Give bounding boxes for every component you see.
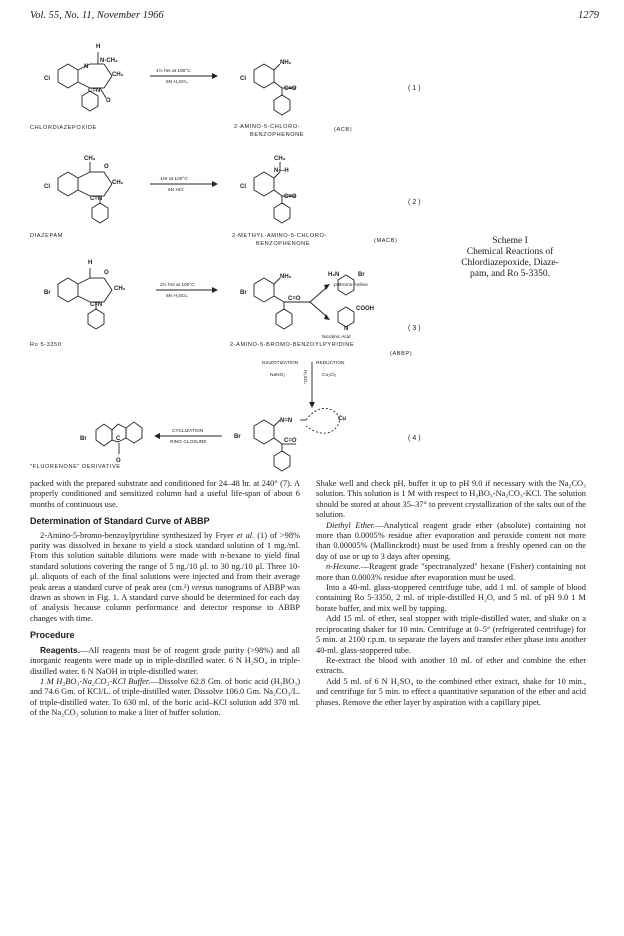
compound-name: 2-AMINO-5-BROMO-BENZOYLPYRIDINE <box>230 342 355 348</box>
atom-label: C=O <box>284 438 297 444</box>
step-label: Cu₂Cl₂ <box>322 373 337 378</box>
atom-label: CH₂ <box>112 180 124 186</box>
paragraph: Into a 40-ml. glass-stoppered centrifuge tube, add 1 ml. of sample of blood containing Ro 5-3350, 2 ml. of triple-distilled H₂O, and 5 ml. of pH 9.0 1 M borate buffer, and mix well by tapping. <box>316 583 586 613</box>
page-number: 1279 <box>578 10 599 21</box>
atom-label: C=N <box>88 88 101 94</box>
paragraph: Shake well and check pH, buffer it up to pH 9.0 if necessary with the Na₂CO₃ solution. This solution is 1 M with respect to H₃BO₃-Na₂CO₃-KCl. The solution should be stored at about 35–37° to prevent crystallization of the salts out of the solution. <box>316 479 586 520</box>
compound-name: "FLUORENONE" DERIVATIVE <box>30 464 121 470</box>
atom-label: O <box>104 270 109 276</box>
compound-abbr: (ABBP) <box>390 351 413 357</box>
step-label: RING CLOSURE <box>170 440 207 445</box>
atom-label: O <box>104 164 109 170</box>
atom-label: O <box>116 458 121 464</box>
atom-label: Br <box>44 290 51 296</box>
compound-name: BENZOPHENONE <box>256 241 311 247</box>
atom-label: H₂N <box>328 272 340 278</box>
diazepam-structure <box>58 162 112 223</box>
right-column <box>316 479 586 708</box>
atom-label: C=N <box>90 302 103 308</box>
paragraph: 1 M H₃BO₃-Na₂CO₃-KCl Buffer.—Dissolve 62.8 Gm. of boric acid (H₃BO₃) and 74.6 Gm. of KCl/L. of triple-distilled water. Dissolve 106.0 Gm. Na₂CO₃/L. of triple-distilled water. To 630 ml. of the boric acid–KCl solution add 370 ml. of the Na₂CO₃ solution to make a liter of buffer solution. <box>30 676 300 718</box>
atom-label: NH₂ <box>280 274 292 280</box>
step-label: REDUCTION <box>316 361 345 366</box>
paragraph: Add 5 ml. of 6 N H₂SO₄ to the combined ether extract, shake for 10 min., and centrifuge for 5 min. to effect a quantitative separation of the ether and acid phases. Remove the ether layer by aspiration with a capillary pipet. <box>316 676 586 707</box>
atom-label: CH₂ <box>114 286 126 292</box>
reaction-1-condition: 1½ hrs at 100°C <box>156 69 191 74</box>
paragraph: n-Hexane.—Reagent grade "spectranalyzed" hexane (Fisher) containing not more than 0.0003% residue after evaporation must be used. <box>316 562 586 582</box>
atom-label: Cu <box>338 416 346 422</box>
reaction-number: (3) <box>408 325 423 332</box>
compound-name: 2-AMINO-5-CHLORO- <box>234 124 301 130</box>
atom-label: O <box>106 98 111 104</box>
reaction-3-reagent: 6N H₂SO₄ <box>166 294 188 299</box>
atom-label: COOH <box>356 306 374 312</box>
reaction-number: (2) <box>408 199 423 206</box>
abbp-structure <box>254 278 310 329</box>
compound-name: 2-METHYL-AMINO-5-CHLORO- <box>232 233 327 239</box>
atom-label: N <box>344 326 349 332</box>
compound-abbr: (MACB) <box>374 238 398 244</box>
side-product-label: Nicotinic Acid <box>322 335 351 340</box>
reaction-number: (1) <box>408 85 423 92</box>
atom-label: Br <box>240 290 247 296</box>
reaction-2-condition: 1Hr at 100°C <box>160 177 188 182</box>
diazonium-complex-structure <box>254 408 340 471</box>
ro-5-3350-structure <box>58 268 112 329</box>
compound-name: Ro 5-3350 <box>30 342 62 348</box>
atom-label: N <box>84 64 89 70</box>
atom-label: C=O <box>288 296 301 302</box>
running-header: Vol. 55, No. 11, November 1966 <box>30 10 164 21</box>
reaction-number: (4) <box>408 435 423 442</box>
atom-label: Br <box>234 434 241 440</box>
atom-label: Cl <box>44 76 50 82</box>
left-column <box>30 479 300 719</box>
step-label: DIAZOTIZATION <box>262 361 299 366</box>
atom-label: CH₃ <box>84 156 96 162</box>
atom-label: N—H <box>274 168 289 174</box>
atom-label: Cl <box>240 184 246 190</box>
atom-label: NH₂ <box>280 60 292 66</box>
atom-label: C=O <box>284 86 297 92</box>
paragraph: 2-Amino-5-bromo-benzoylpyridine synthesized by Fryer et al. (1) of >98% purity was dissolved in hexane to yield a stock standard solution of 1 mg./ml. From this solution suitable dilutions were made with n-hexane to yield final standard solutions covering the range of 5 ng./10 μl. to 30 ng./10 μl. Three 10-μl. aliquots of each of the final solutions were injected and from their average peak areas a standard curve of peak area (cm.²) versus nanograms of ABBP was drawn as shown in Fig. 1. A standard curve should be determined for each day of analysis because column performance and detector response to ABBP changes with time. <box>30 530 300 623</box>
reaction-3-condition: 2½ hrs at 100°C <box>160 283 195 288</box>
compound-name: BENZOPHENONE <box>250 132 305 138</box>
side-product-label: p-Bromo Aniline <box>334 283 368 288</box>
paragraph: Reagents.—All reagents must be of reagent grade purity (>98%) and all inorganic reagents were made up in triple-distilled water. 6 N H₂SO₄ in triple-distilled water. 6 N NaOH in triple-distilled water. <box>30 644 300 676</box>
compound-name: DIAZEPAM <box>30 233 63 239</box>
step-label: NaNO₂ <box>270 373 286 378</box>
caption-line: Chlordiazepoxide, Diaze- <box>461 258 559 268</box>
section-heading: Determination of Standard Curve of ABBP <box>30 516 210 527</box>
paragraph: Re-extract the blood with another 10 ml. of ether and combine the ether extracts. <box>316 655 586 676</box>
atom-label: N=N <box>280 418 293 424</box>
paragraph: Add 15 ml. of ether, seal stopper with triple-distilled water, and shake on a reciprocating shaker for 10 min. Centrifuge at 0–5° (refrigerated centrifuge) for 5 min. at 2100 r.p.m. to separate the layers and transfer ether phase into another 40-ml. glass-stoppered tube. <box>316 614 586 655</box>
atom-label: CH₂ <box>112 72 124 78</box>
reaction-2-reagent: 6N HCl <box>168 188 184 193</box>
section-heading: Procedure <box>30 630 75 641</box>
scheme-caption <box>440 236 580 280</box>
atom-label: Cl <box>44 184 50 190</box>
step-label: CYCLIZATION <box>172 429 204 434</box>
atom-label: C <box>116 436 121 442</box>
atom-label: Cl <box>240 76 246 82</box>
atom-label: Br <box>80 436 87 442</box>
caption-line: Scheme I <box>492 236 528 246</box>
atom-label: C=O <box>284 194 297 200</box>
atom-label: H <box>88 260 93 266</box>
compound-name: CHLORDIAZEPOXIDE <box>30 125 97 131</box>
step-label: H₂SO₄ <box>302 370 307 385</box>
atom-label: N-CH₃ <box>100 58 118 64</box>
reaction-1-reagent: 6N H₂SO₄ <box>166 80 188 85</box>
paragraph: Diethyl Ether.—Analytical reagent grade ether (absolute) containing not more than 0.0005% residue after evaporation and peroxide content not more than 0.00005% (Mallinckrodt) must be used from a freshly opened can on the day of use or up to 3 days after opening. <box>316 520 586 561</box>
caption-line: pam, and Ro 5-3350. <box>470 269 550 279</box>
atom-label: CH₃ <box>274 156 286 162</box>
paragraph: packed with the prepared substrate and conditioned for 24–48 hr. at 240° (7). A properly conditioned and sensitized column had a useful life-span of about 6 months of continuous use. <box>30 479 300 509</box>
compound-abbr: (ACB) <box>334 127 353 133</box>
caption-line: Chemical Reactions of <box>466 247 554 257</box>
atom-label: C=N <box>90 196 103 202</box>
atom-label: H <box>96 44 101 50</box>
atom-label: Br <box>358 272 365 278</box>
